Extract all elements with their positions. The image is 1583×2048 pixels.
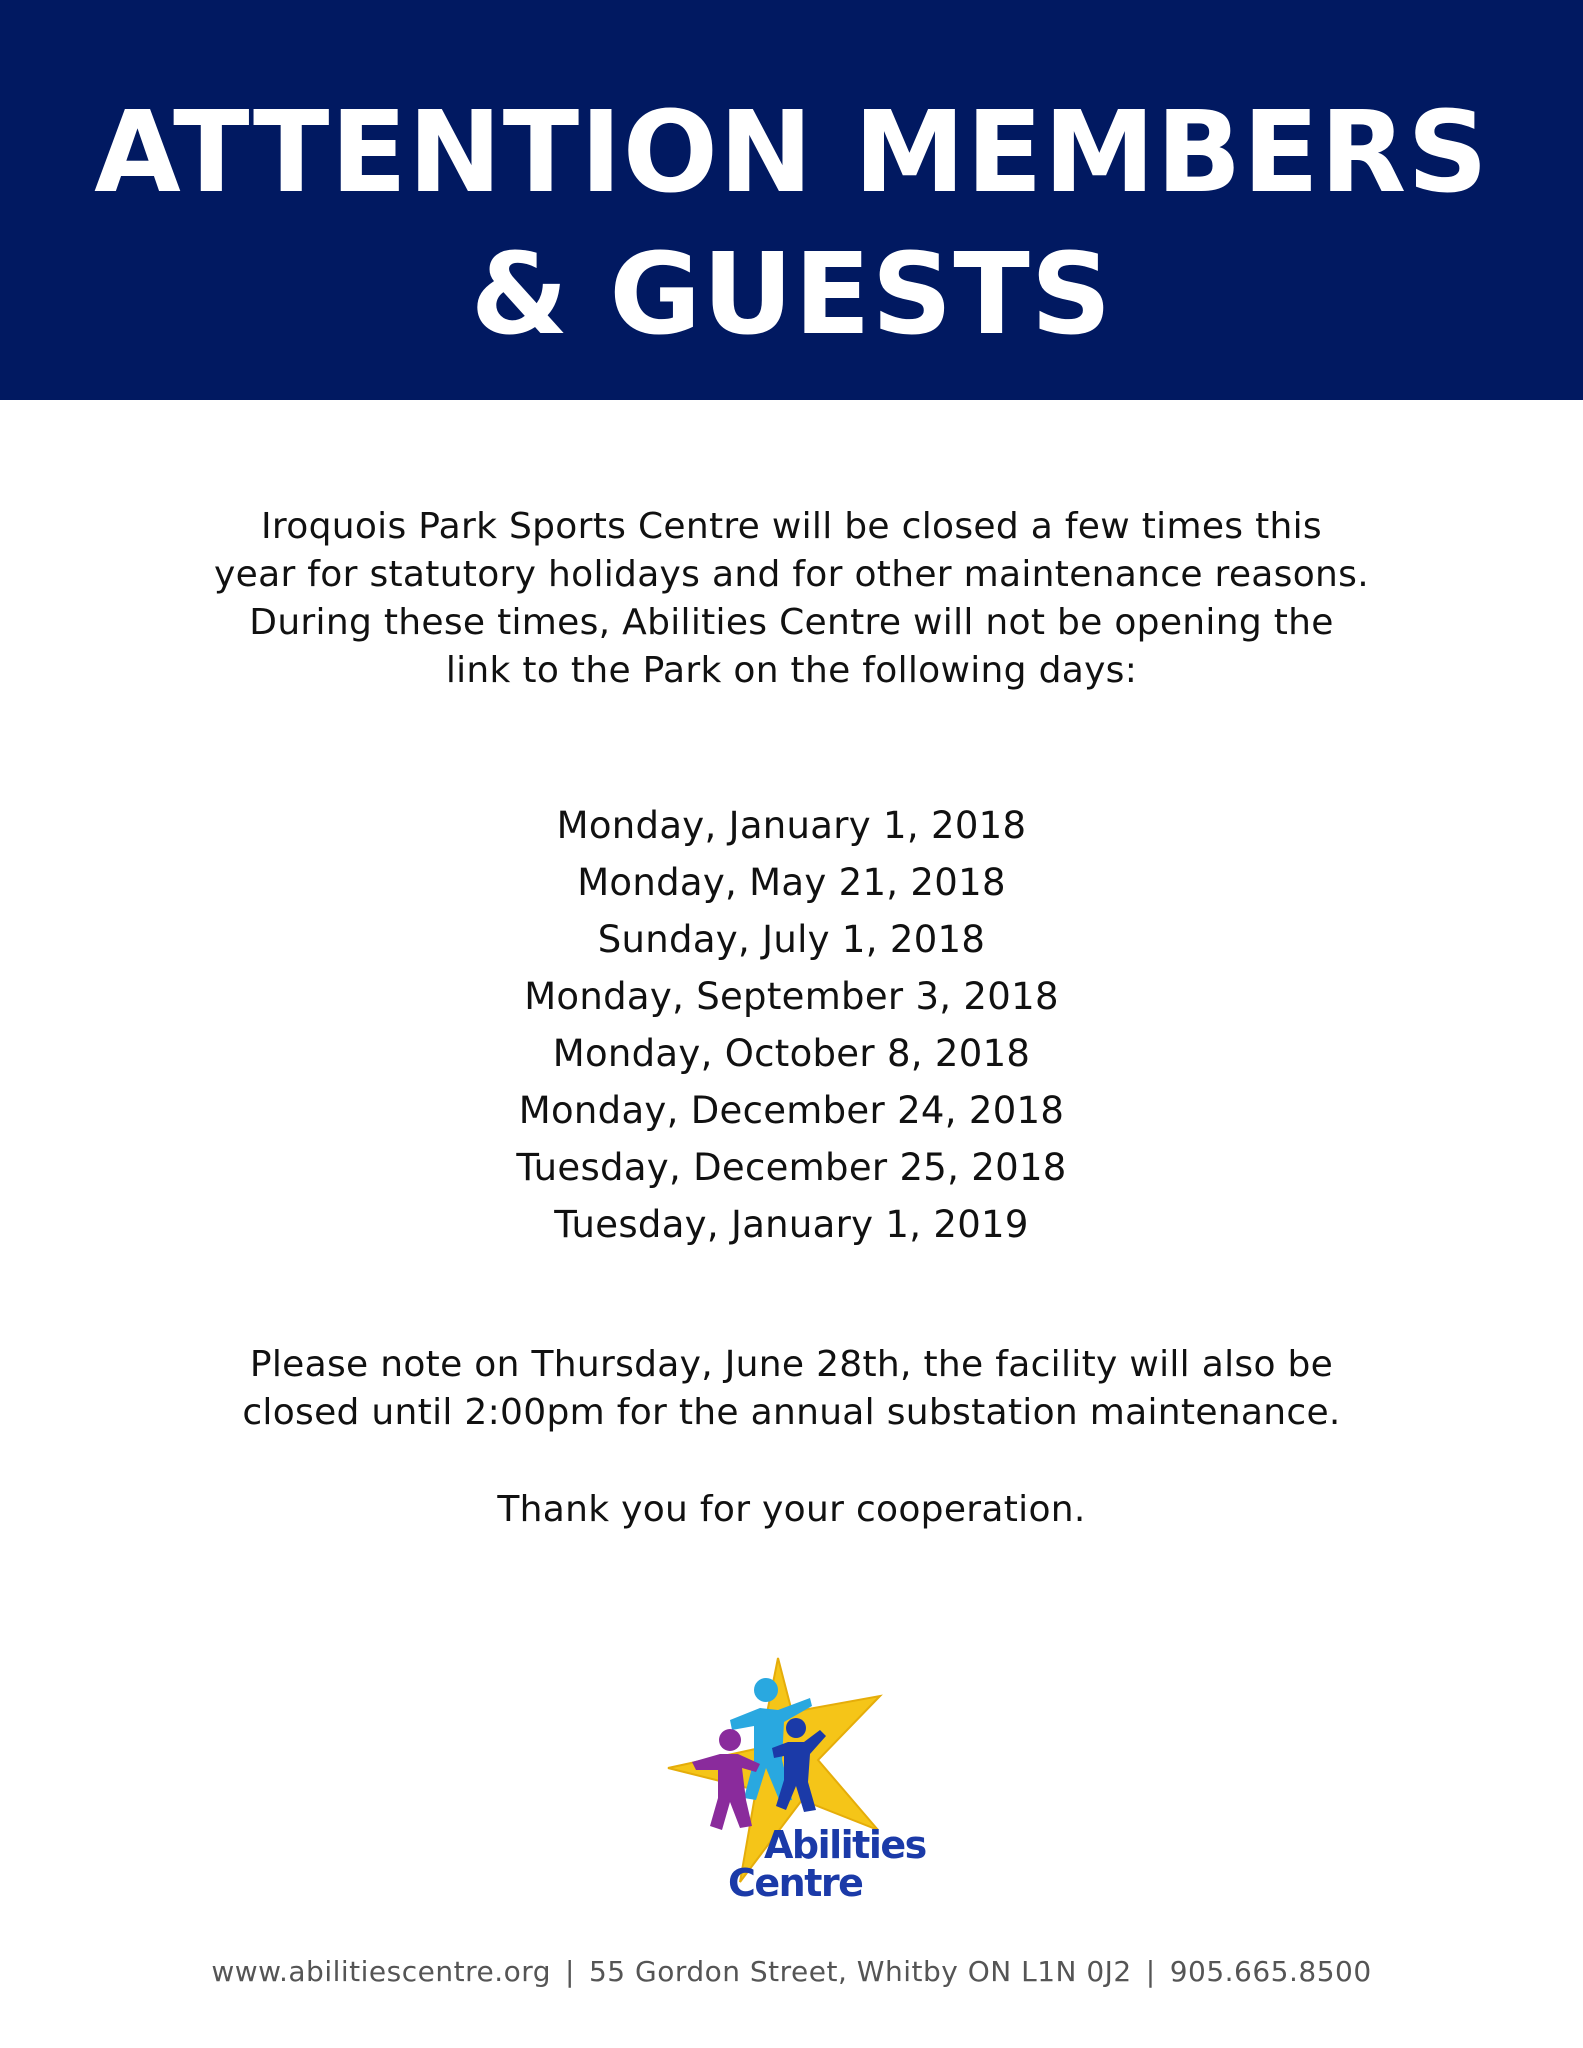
closure-date-item: Monday, May 21, 2018 bbox=[577, 861, 1006, 904]
title-line-2: & GUESTS bbox=[470, 230, 1113, 360]
maintenance-note bbox=[0, 1341, 1583, 1437]
footer-contact bbox=[0, 1955, 1583, 1988]
closure-dates-list bbox=[0, 797, 1583, 1253]
thank-you-text: Thank you for your cooperation. bbox=[497, 1489, 1086, 1530]
intro-line: During these times, Abilities Centre will not be opening the bbox=[249, 602, 1334, 643]
title-line-1: ATTENTION MEMBERS bbox=[94, 88, 1489, 218]
header-banner bbox=[0, 0, 1583, 400]
closure-date-item: Tuesday, December 25, 2018 bbox=[516, 1146, 1067, 1189]
closure-date-item: Tuesday, January 1, 2019 bbox=[554, 1203, 1029, 1246]
closure-date-item: Monday, January 1, 2018 bbox=[556, 804, 1027, 847]
note-line: closed until 2:00pm for the annual substation maintenance. bbox=[242, 1392, 1341, 1433]
footer-separator: | bbox=[1145, 1955, 1156, 1988]
intro-line: Iroquois Park Sports Centre will be closed a few times this bbox=[261, 506, 1322, 547]
footer-separator: | bbox=[565, 1955, 575, 1988]
footer-phone: 905.665.8500 bbox=[1169, 1955, 1372, 1988]
closure-date-item: Monday, October 8, 2018 bbox=[552, 1032, 1031, 1075]
logo-text-line-2: Centre bbox=[728, 1861, 863, 1905]
page-title bbox=[0, 82, 1583, 366]
intro-line: year for statutory holidays and for other maintenance reasons. bbox=[214, 554, 1369, 595]
intro-paragraph bbox=[0, 503, 1583, 695]
logo-text-line-1: Abilities bbox=[764, 1823, 926, 1867]
closure-date-item: Monday, September 3, 2018 bbox=[524, 975, 1059, 1018]
footer-website-link[interactable]: www.abilitiescentre.org bbox=[211, 1955, 552, 1988]
footer-address: 55 Gordon Street, Whitby ON L1N 0J2 bbox=[588, 1955, 1132, 1988]
note-line: Please note on Thursday, June 28th, the facility will also be bbox=[249, 1344, 1334, 1385]
logo-wordmark bbox=[720, 1823, 940, 1905]
intro-line: link to the Park on the following days: bbox=[445, 650, 1138, 691]
closure-date-item: Monday, December 24, 2018 bbox=[518, 1089, 1065, 1132]
closure-date-item: Sunday, July 1, 2018 bbox=[597, 918, 986, 961]
